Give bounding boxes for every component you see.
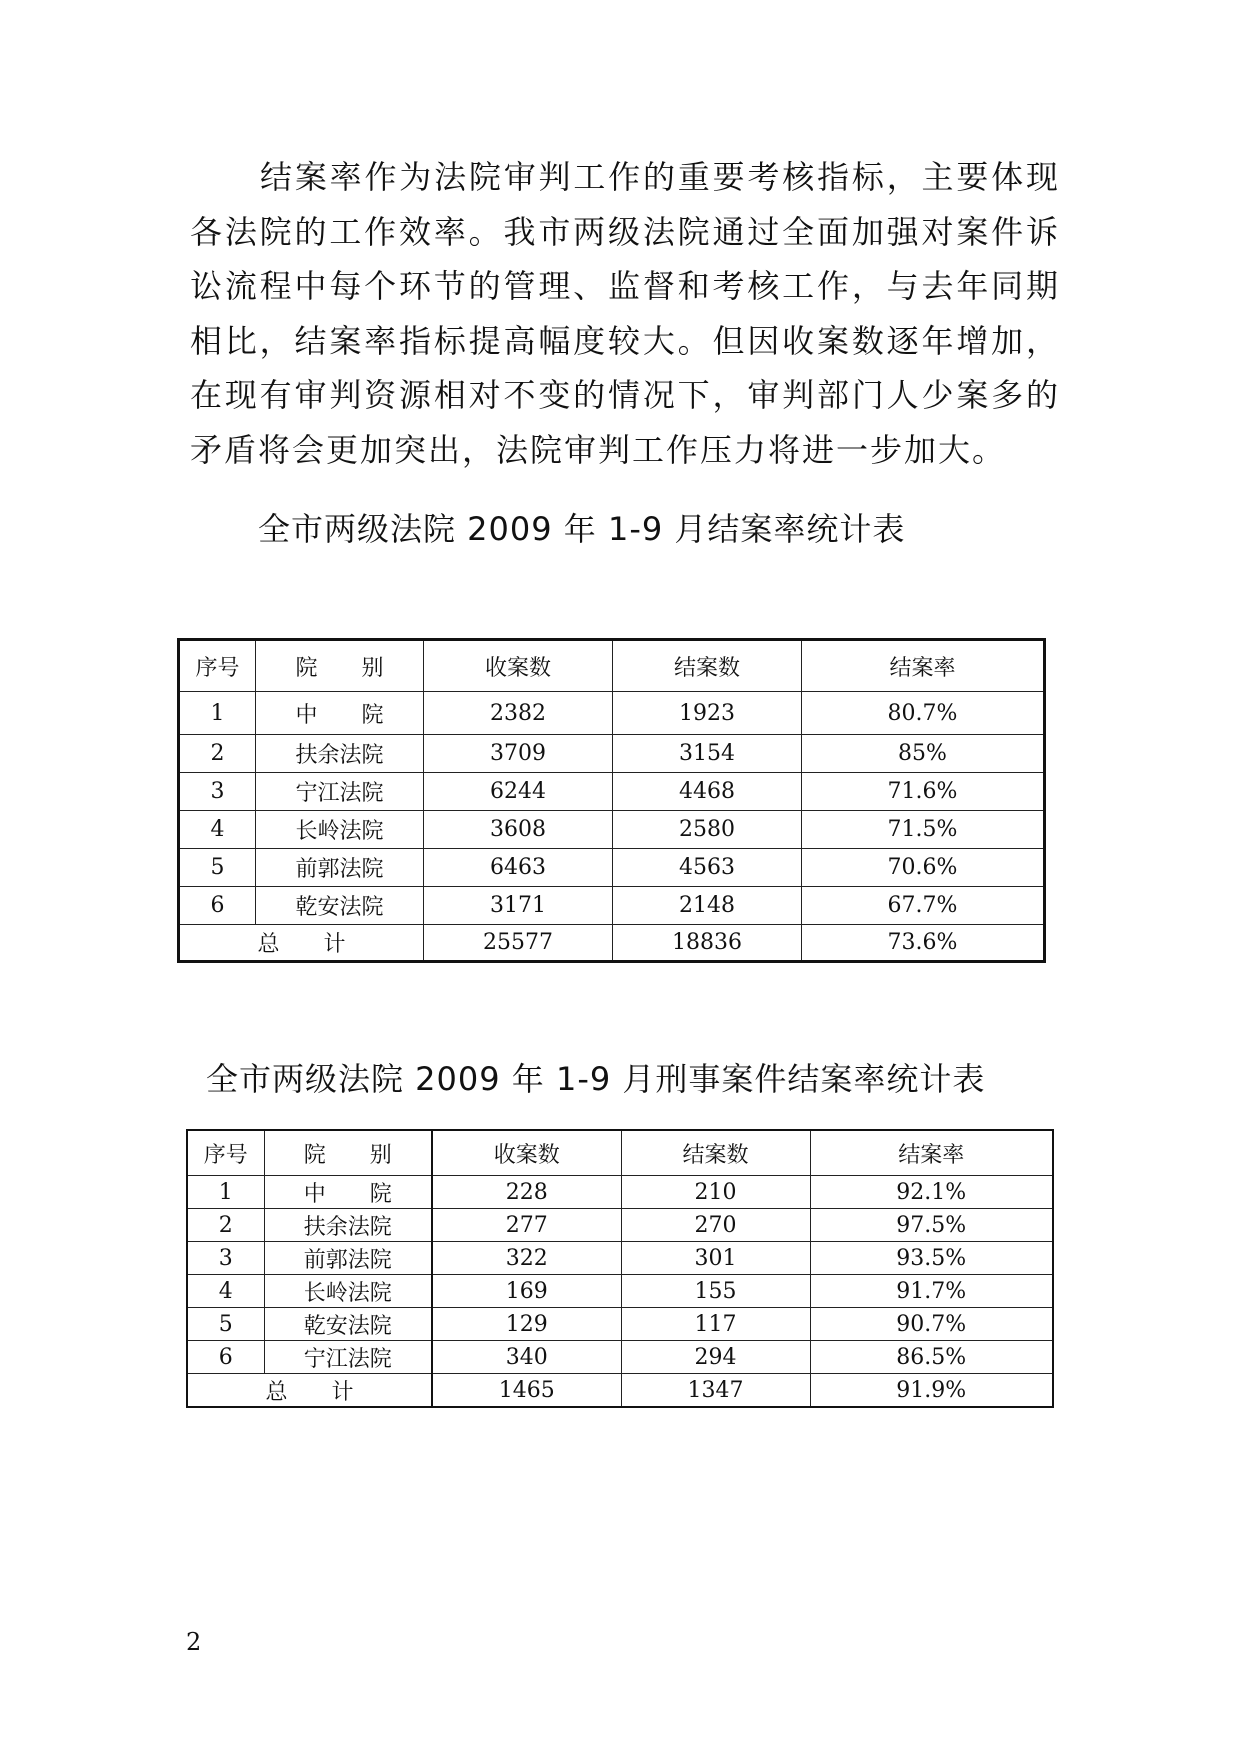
row-rate: 97.5% <box>810 1209 1053 1242</box>
table-row <box>179 811 1045 849</box>
row-closed: 117 <box>621 1308 810 1341</box>
page-number: 2 <box>186 1628 202 1656</box>
row-rate: 85% <box>802 735 1045 773</box>
row-closed: 294 <box>621 1341 810 1374</box>
row-received: 3709 <box>424 735 613 773</box>
row-rate: 90.7% <box>810 1308 1053 1341</box>
row-closed: 1923 <box>613 692 802 735</box>
header-no: 序号 <box>187 1130 264 1176</box>
row-received: 322 <box>432 1242 621 1275</box>
total-closed: 1347 <box>621 1374 810 1408</box>
row-closed: 3154 <box>613 735 802 773</box>
row-court: 中 院 <box>264 1176 432 1209</box>
row-no: 1 <box>179 692 256 735</box>
total-closed: 18836 <box>613 925 802 962</box>
total-rate: 91.9% <box>810 1374 1053 1408</box>
table-total-row <box>187 1374 1053 1408</box>
table1-title: 全市两级法院 2009 年 1-9 月结案率统计表 <box>258 510 906 548</box>
table-row <box>187 1242 1053 1275</box>
row-no: 1 <box>187 1176 264 1209</box>
row-received: 6244 <box>424 773 613 811</box>
row-no: 5 <box>179 849 256 887</box>
row-court: 宁江法院 <box>264 1341 432 1374</box>
row-received: 228 <box>432 1176 621 1209</box>
row-court: 前郭法院 <box>256 849 424 887</box>
table-row <box>179 692 1045 735</box>
case-closure-rate-table <box>177 638 1046 963</box>
row-court: 扶余法院 <box>264 1209 432 1242</box>
row-rate: 71.6% <box>802 773 1045 811</box>
row-court: 乾安法院 <box>256 887 424 925</box>
total-label: 总 计 <box>187 1374 432 1408</box>
header-court: 院 别 <box>264 1130 432 1176</box>
header-closed: 结案数 <box>613 640 802 692</box>
table-total-row <box>179 925 1045 962</box>
table-row <box>187 1341 1053 1374</box>
row-no: 2 <box>179 735 256 773</box>
table-row <box>187 1308 1053 1341</box>
row-rate: 70.6% <box>802 849 1045 887</box>
row-rate: 93.5% <box>810 1242 1053 1275</box>
row-court: 前郭法院 <box>264 1242 432 1275</box>
header-received: 收案数 <box>432 1130 621 1176</box>
table-row <box>179 887 1045 925</box>
table-row <box>179 735 1045 773</box>
row-no: 4 <box>187 1275 264 1308</box>
row-closed: 2148 <box>613 887 802 925</box>
row-no: 6 <box>187 1341 264 1374</box>
row-received: 277 <box>432 1209 621 1242</box>
row-court: 扶余法院 <box>256 735 424 773</box>
row-rate: 92.1% <box>810 1176 1053 1209</box>
row-no: 6 <box>179 887 256 925</box>
table2-title: 全市两级法院 2009 年 1-9 月刑事案件结案率统计表 <box>206 1060 986 1098</box>
row-court: 长岭法院 <box>256 811 424 849</box>
row-no: 3 <box>179 773 256 811</box>
row-court: 中 院 <box>256 692 424 735</box>
row-rate: 86.5% <box>810 1341 1053 1374</box>
row-received: 3171 <box>424 887 613 925</box>
row-received: 129 <box>432 1308 621 1341</box>
row-closed: 301 <box>621 1242 810 1275</box>
row-received: 6463 <box>424 849 613 887</box>
total-label: 总 计 <box>179 925 424 962</box>
total-received: 25577 <box>424 925 613 962</box>
table-header-row <box>179 640 1045 692</box>
row-received: 3608 <box>424 811 613 849</box>
header-court: 院 别 <box>256 640 424 692</box>
table-row <box>179 849 1045 887</box>
body-paragraph: 结案率作为法院审判工作的重要考核指标，主要体现各法院的工作效率。我市两级法院通过全面加强对案件诉讼流程中每个环节的管理、监督和考核工作，与去年同期相比，结案率指标提高幅度较大。但因收案数逐年增加，在现有审判资源相对不变的情况下，审判部门人少案多的矛盾将会更加突出，法院审判工作压力将进一步加大。 <box>190 158 1060 469</box>
table-header-row <box>187 1130 1053 1176</box>
row-rate: 67.7% <box>802 887 1045 925</box>
row-closed: 270 <box>621 1209 810 1242</box>
row-received: 340 <box>432 1341 621 1374</box>
table-row <box>187 1176 1053 1209</box>
header-rate: 结案率 <box>802 640 1045 692</box>
row-rate: 71.5% <box>802 811 1045 849</box>
total-rate: 73.6% <box>802 925 1045 962</box>
row-no: 4 <box>179 811 256 849</box>
row-received: 2382 <box>424 692 613 735</box>
row-no: 3 <box>187 1242 264 1275</box>
criminal-case-closure-rate-table <box>186 1129 1054 1408</box>
row-received: 169 <box>432 1275 621 1308</box>
table-row <box>179 773 1045 811</box>
row-no: 5 <box>187 1308 264 1341</box>
row-court: 宁江法院 <box>256 773 424 811</box>
table-row <box>187 1275 1053 1308</box>
row-court: 长岭法院 <box>264 1275 432 1308</box>
header-received: 收案数 <box>424 640 613 692</box>
row-rate: 80.7% <box>802 692 1045 735</box>
row-closed: 4563 <box>613 849 802 887</box>
header-closed: 结案数 <box>621 1130 810 1176</box>
total-received: 1465 <box>432 1374 621 1408</box>
row-closed: 2580 <box>613 811 802 849</box>
row-court: 乾安法院 <box>264 1308 432 1341</box>
header-rate: 结案率 <box>810 1130 1053 1176</box>
row-closed: 4468 <box>613 773 802 811</box>
table-row <box>187 1209 1053 1242</box>
row-closed: 210 <box>621 1176 810 1209</box>
row-rate: 91.7% <box>810 1275 1053 1308</box>
header-no: 序号 <box>179 640 256 692</box>
row-closed: 155 <box>621 1275 810 1308</box>
row-no: 2 <box>187 1209 264 1242</box>
